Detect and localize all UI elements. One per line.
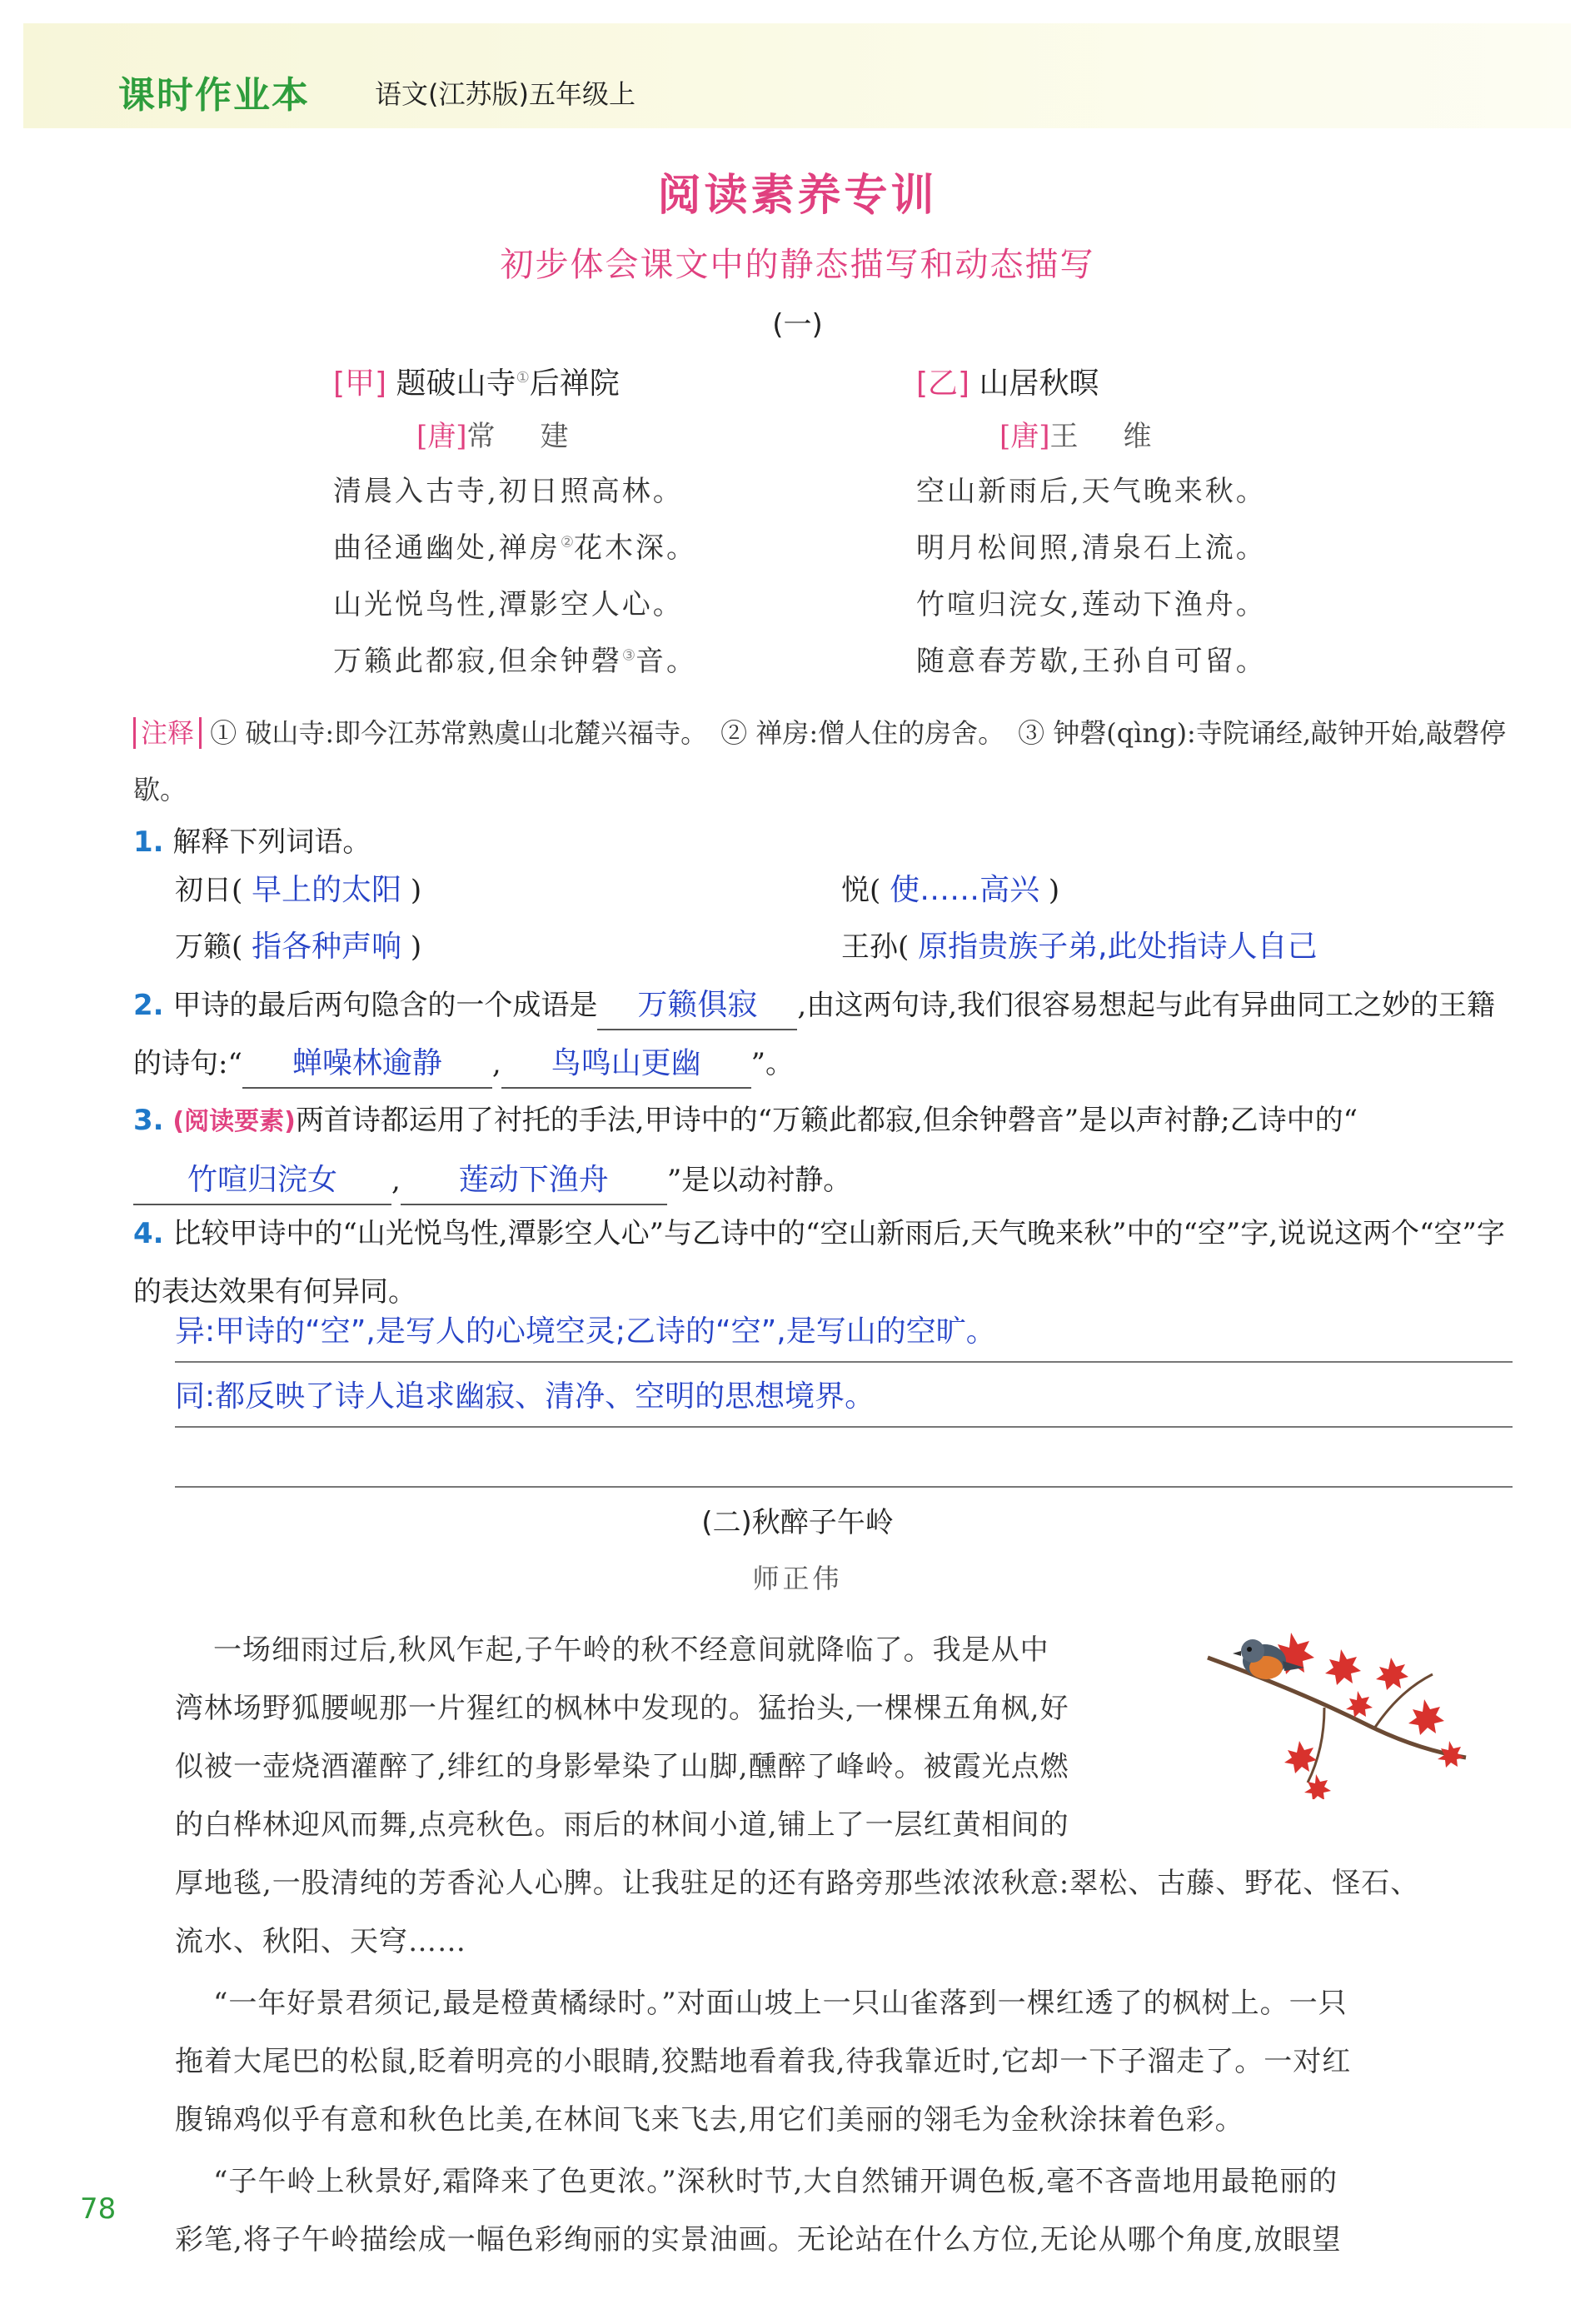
definition-word: 王孙( xyxy=(841,930,910,964)
poem-line: 明月松间照,清泉石上流。 xyxy=(916,531,1267,565)
passage-line: “一年好景君须记,最是橙黄橘绿时。”对面山坡上一只山雀落到一棵红透了的枫树上。一只 xyxy=(213,1987,1348,2020)
passage-line: 似被一壶烧酒灌醉了,绯红的身影晕染了山脚,醺醉了峰岭。被霞光点燃 xyxy=(175,1750,1069,1783)
footnote-mark: ① xyxy=(516,369,530,387)
page-number: 78 xyxy=(80,2192,117,2226)
answer-line: 同:都反映了诗人追求幽寂、清净、空明的思想境界。 xyxy=(175,1379,875,1414)
definition-close: ) xyxy=(410,874,422,907)
section-two-title: (二)秋醉子午岭 xyxy=(701,1506,894,1539)
question-text: 两首诗都运用了衬托的手法,甲诗中的“万籁此都寂,但余钟磬音”是以声衬静;乙诗中的“ xyxy=(295,1104,1358,1137)
question-text: ”是以动衬静。 xyxy=(666,1164,852,1197)
answer-line: 异:甲诗的“空”,是写人的心境空灵;乙诗的“空”,是写山的空旷。 xyxy=(175,1314,996,1349)
poem-a-author xyxy=(333,413,916,468)
poem-line: 空山新雨后,天气晚来秋。 xyxy=(916,475,1267,508)
poem-line-text: 曲径通幽处,禅房 xyxy=(333,531,561,565)
passage-line: “子午岭上秋景好,霜降来了色更浓。”深秋时节,大自然铺开调色板,毫不吝啬地用最艳丽的 xyxy=(213,2165,1338,2198)
branch xyxy=(1308,1708,1324,1783)
question-text: , xyxy=(491,1047,501,1080)
answer-blank: 鸟鸣山更幽 xyxy=(501,1040,751,1089)
poem-a-dynasty: [唐] xyxy=(416,420,467,453)
poem-b-author xyxy=(916,413,1499,468)
passage-line: 拖着大尾巴的松鼠,眨着明亮的小眼睛,狡黠地看着我,待我靠近时,它却一下子溜走了。一对红 xyxy=(175,2045,1352,2078)
definition-word: 初日( xyxy=(175,874,243,907)
poem-line: 山光悦鸟性,潭影空人心。 xyxy=(333,588,684,621)
poem-line-text: 花木深。 xyxy=(573,531,697,565)
poem-a xyxy=(333,360,916,695)
bird-on-maple-branch-illustration xyxy=(1199,1599,1474,1799)
poem-a-title-rest: 后禅院 xyxy=(529,367,620,401)
definition-close: ) xyxy=(1048,874,1060,907)
answer-blank: 竹喧归浣女 xyxy=(133,1157,391,1205)
definition-answer: 早上的太阳 xyxy=(252,873,402,907)
passage-line: 的白桦林迎风而舞,点亮秋色。雨后的林间小道,铺上了一层红黄相间的 xyxy=(175,1808,1069,1842)
poem-line xyxy=(333,638,916,695)
question-3 xyxy=(133,1091,1516,1209)
definition-answer: 使……高兴 xyxy=(890,873,1040,907)
question-number: 2. xyxy=(133,989,164,1022)
poem-b-title xyxy=(916,360,1499,413)
question-text: 解释下列词语。 xyxy=(172,825,371,859)
question-text: 比较甲诗中的“山光悦鸟性,潭影空人心”与乙诗中的“空山新雨后,天气晚来秋”中的“空”字,说说这两个“空”字的表达效果有何异同。 xyxy=(133,1217,1505,1309)
passage-line: 腹锦鸡似乎有意和秋色比美,在林间飞来飞去,用它们美丽的翎毛为金秋涂抹着色彩。 xyxy=(175,2103,1244,2137)
poem-b-dynasty: [唐] xyxy=(999,420,1050,453)
poem-b xyxy=(916,360,1499,695)
annotation-text: ① 破山寺:即今江苏常熟虞山北麓兴福寺。 ② 禅房:僧人住的房舍。 ③ 钟磬(qìng):寺院诵经,敲钟开始,敲磬停歇。 xyxy=(133,717,1507,805)
definition-word: 万籁( xyxy=(175,930,243,964)
question-2 xyxy=(133,976,1516,1093)
poem-line: 竹喧归浣女,莲动下渔舟。 xyxy=(916,588,1267,621)
definition-item xyxy=(841,923,1318,965)
definition-answer: 原指贵族子弟,此处指诗人自己 xyxy=(918,930,1318,964)
poem-line: 随意春芳歇,王孙自可留。 xyxy=(916,645,1267,678)
answer-rule xyxy=(175,1426,1513,1428)
definition-word: 悦( xyxy=(841,874,881,907)
question-number: 1. xyxy=(133,825,164,859)
annotation-tag: 注释 xyxy=(133,717,202,749)
poem-line: 清晨入古寺,初日照高林。 xyxy=(333,475,684,508)
passage-line: 流水、秋阳、天穹…… xyxy=(175,1925,466,1958)
answer-rule xyxy=(175,1361,1513,1363)
definition-answer: 指各种声响 xyxy=(252,930,402,964)
poem-a-title xyxy=(333,360,916,413)
passage-line: 湾林场野狐腰岘那一片猩红的枫林中发现的。猛抬头,一棵棵五角枫,好 xyxy=(175,1692,1069,1725)
poem-b-author-name: 王 维 xyxy=(1049,420,1160,453)
definition-item xyxy=(175,866,421,909)
question-4 xyxy=(133,1204,1516,1321)
poem-line-text: 万籁此都寂,但余钟磬 xyxy=(333,645,622,678)
poem-a-tag: [甲] xyxy=(333,367,387,401)
section-two-author: 师正伟 xyxy=(752,1563,843,1594)
passage-line: 厚地毯,一股清纯的芳香沁人心脾。让我驻足的还有路旁那些浓浓秋意:翠松、古藤、野花、怪石、 xyxy=(175,1867,1420,1900)
maple-leaves xyxy=(1273,1633,1464,1799)
poem-b-title-text: 山居秋暝 xyxy=(979,367,1099,401)
question-text: ,由这两句诗,我们很容易想起与此有异曲同工之妙的王籍的诗句:“ xyxy=(133,989,1496,1080)
definition-item xyxy=(175,923,421,965)
question-text: , xyxy=(391,1164,401,1197)
page-subtitle: 初步体会课文中的静态描写和动态描写 xyxy=(500,246,1095,284)
answer-blank: 蝉噪林逾静 xyxy=(242,1040,492,1089)
footnote-mark: ③ xyxy=(621,646,636,665)
passage-line: 彩笔,将子午岭描绘成一幅色彩绚丽的实景油画。无论站在什么方位,无论从哪个角度,放眼望 xyxy=(175,2223,1342,2257)
poem-a-author-name: 常 建 xyxy=(466,420,577,453)
annotation xyxy=(133,705,1516,818)
poem-a-title-text: 题破山寺 xyxy=(396,367,516,401)
book-subject: 语文(江苏版)五年级上 xyxy=(375,78,636,110)
book-title: 课时作业本 xyxy=(118,74,310,117)
answer-rule xyxy=(175,1486,1513,1488)
definition-close: ) xyxy=(410,930,422,964)
question-number: 3. xyxy=(133,1104,164,1137)
definition-item xyxy=(841,866,1059,909)
answer-blank: 莲动下渔舟 xyxy=(401,1157,667,1205)
page-title: 阅读素养专训 xyxy=(657,171,938,221)
section-one-label: (一) xyxy=(772,308,823,342)
reading-element-tag: (阅读要素) xyxy=(172,1107,296,1136)
answer-blank: 万籁俱寂 xyxy=(597,982,797,1030)
poem-line xyxy=(333,525,916,581)
passage-line: 一场细雨过后,秋风乍起,子午岭的秋不经意间就降临了。我是从中 xyxy=(213,1633,1049,1667)
question-text: 甲诗的最后两句隐含的一个成语是 xyxy=(172,989,598,1022)
question-1 xyxy=(133,813,1516,871)
question-number: 4. xyxy=(133,1217,164,1250)
question-text: ”。 xyxy=(750,1047,795,1080)
poem-b-tag: [乙] xyxy=(916,367,970,401)
poem-line-text: 音。 xyxy=(635,645,697,678)
footnote-mark: ② xyxy=(560,533,574,551)
